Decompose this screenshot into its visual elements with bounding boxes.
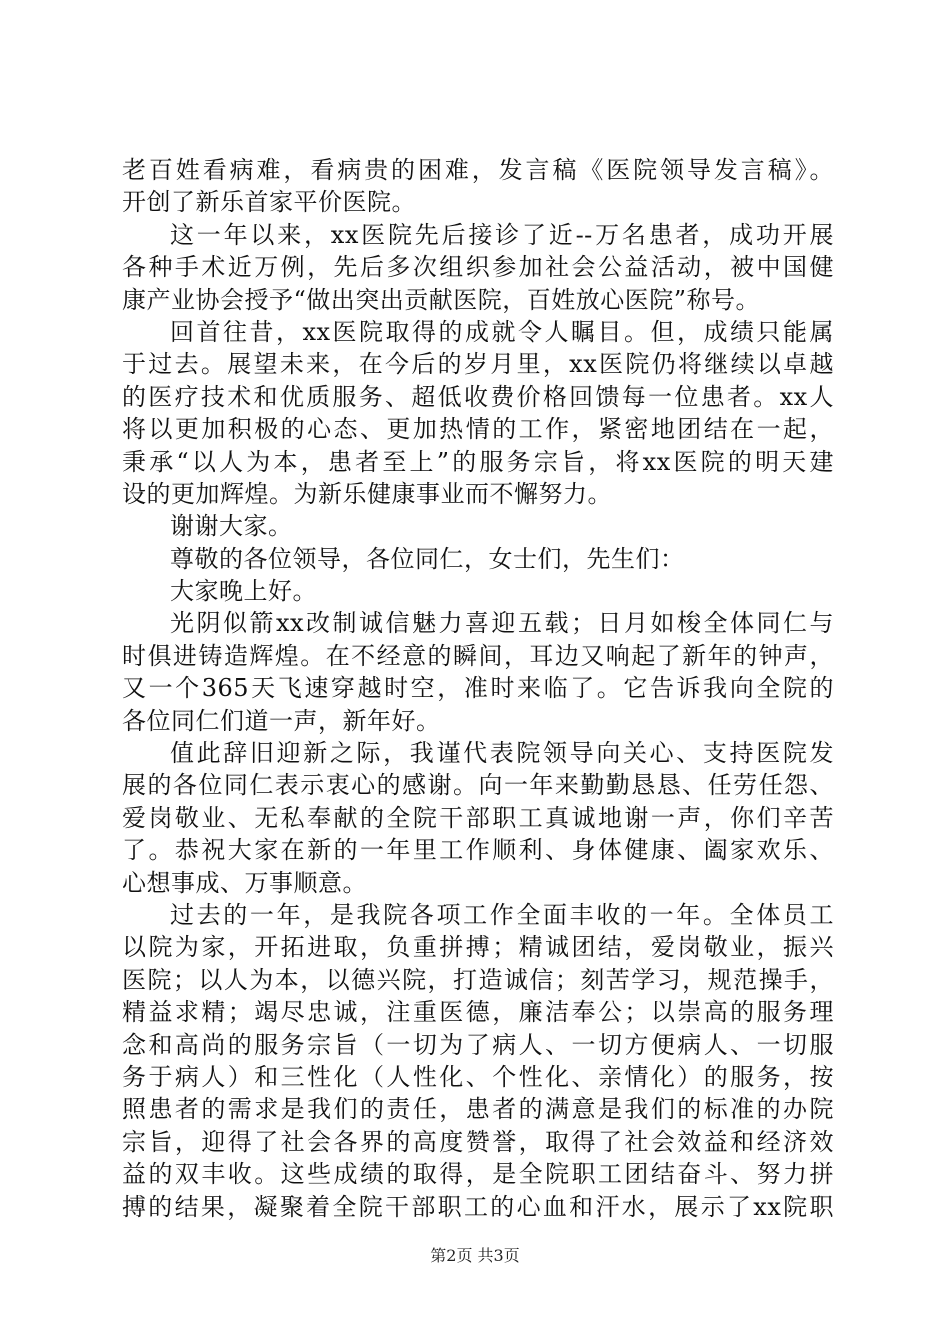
text-line: 康产业协会授予“做出突出贡献医院，百姓放心医院”称号。 [122, 285, 761, 314]
text-line: 秉承“以人为本，患者至上”的服务宗旨，将xx医院的明天建 [122, 447, 834, 476]
text-line: 设的更加辉煌。为新乐健康事业而不懈努力。 [122, 479, 612, 508]
text-line: 务于病人）和三性化（人性化、个性化、亲情化）的服务，按 [122, 1062, 834, 1091]
text-line: 各位同仁们道一声，新年好。 [122, 706, 441, 735]
text-line: 精益求精；竭尽忠诚，注重医德，廉洁奉公；以崇高的服务理 [122, 998, 834, 1027]
text-line: 医院；以人为本，以德兴院，打造诚信；刻苦学习，规范操手， [122, 965, 834, 994]
text-line: 值此辞旧迎新之际，我谨代表院领导向关心、支持医院发 [170, 739, 834, 768]
text-line: 回首往昔，xx医院取得的成就令人瞩目。但，成绩只能属 [170, 317, 834, 346]
text-line: 照患者的需求是我们的责任，患者的满意是我们的标准的办院 [122, 1095, 834, 1124]
text-line: 谢谢大家。 [170, 512, 293, 541]
document-body [122, 154, 834, 1223]
text-line: 光阴似箭xx改制诚信魅力喜迎五载；日月如梭全体同仁与 [170, 609, 834, 638]
text-line: 尊敬的各位领导，各位同仁，女士们，先生们： [170, 544, 685, 573]
page-footer: 第2页 共3页 [430, 1246, 520, 1265]
text-line: 这一年以来，xx医院先后接诊了近--万名患者，成功开展 [170, 220, 834, 249]
text-line: 过去的一年，是我院各项工作全面丰收的一年。全体员工 [170, 900, 834, 929]
text-line: 时俱进铸造辉煌。在不经意的瞬间，耳边又响起了新年的钟声， [122, 641, 834, 670]
text-line: 爱岗敬业、无私奉献的全院干部职工真诚地谢一声，你们辛苦 [122, 803, 834, 832]
text-line: 的医疗技术和优质服务、超低收费价格回馈每一位患者。xx人 [122, 382, 834, 411]
text-line: 各种手术近万例，先后多次组织参加社会公益活动，被中国健 [122, 253, 834, 282]
text-line: 老百姓看病难，看病贵的困难，发言稿《医院领导发言稿》。 [122, 156, 834, 184]
text-line: 益的双丰收。这些成绩的取得，是全院职工团结奋斗、努力拼 [122, 1160, 834, 1189]
text-line: 搏的结果，凝聚着全院干部职工的心血和汗水，展示了xx院职 [122, 1192, 834, 1221]
text-line: 心想事成、万事顺意。 [122, 868, 367, 897]
text-line: 开创了新乐首家平价医院。 [122, 188, 416, 217]
text-line: 于过去。展望未来，在今后的岁月里，xx医院仍将继续以卓越 [122, 350, 834, 379]
text-line: 念和高尚的服务宗旨（一切为了病人、一切方便病人、一切服 [122, 1030, 834, 1059]
text-line: 又一个365天飞速穿越时空，准时来临了。它告诉我向全院的 [122, 674, 834, 703]
text-line: 展的各位同仁表示衷心的感谢。向一年来勤勤恳恳、任劳任怨、 [122, 771, 834, 800]
text-line: 宗旨，迎得了社会各界的高度赞誉，取得了社会效益和经济效 [122, 1127, 834, 1156]
text-line: 大家晚上好。 [170, 577, 317, 606]
text-line: 将以更加积极的心态、更加热情的工作，紧密地团结在一起， [122, 415, 834, 444]
text-line: 了。恭祝大家在新的一年里工作顺利、身体健康、阖家欢乐、 [122, 836, 834, 865]
text-line: 以院为家，开拓进取，负重拼搏；精诚团结，爱岗敬业，振兴 [122, 933, 834, 962]
